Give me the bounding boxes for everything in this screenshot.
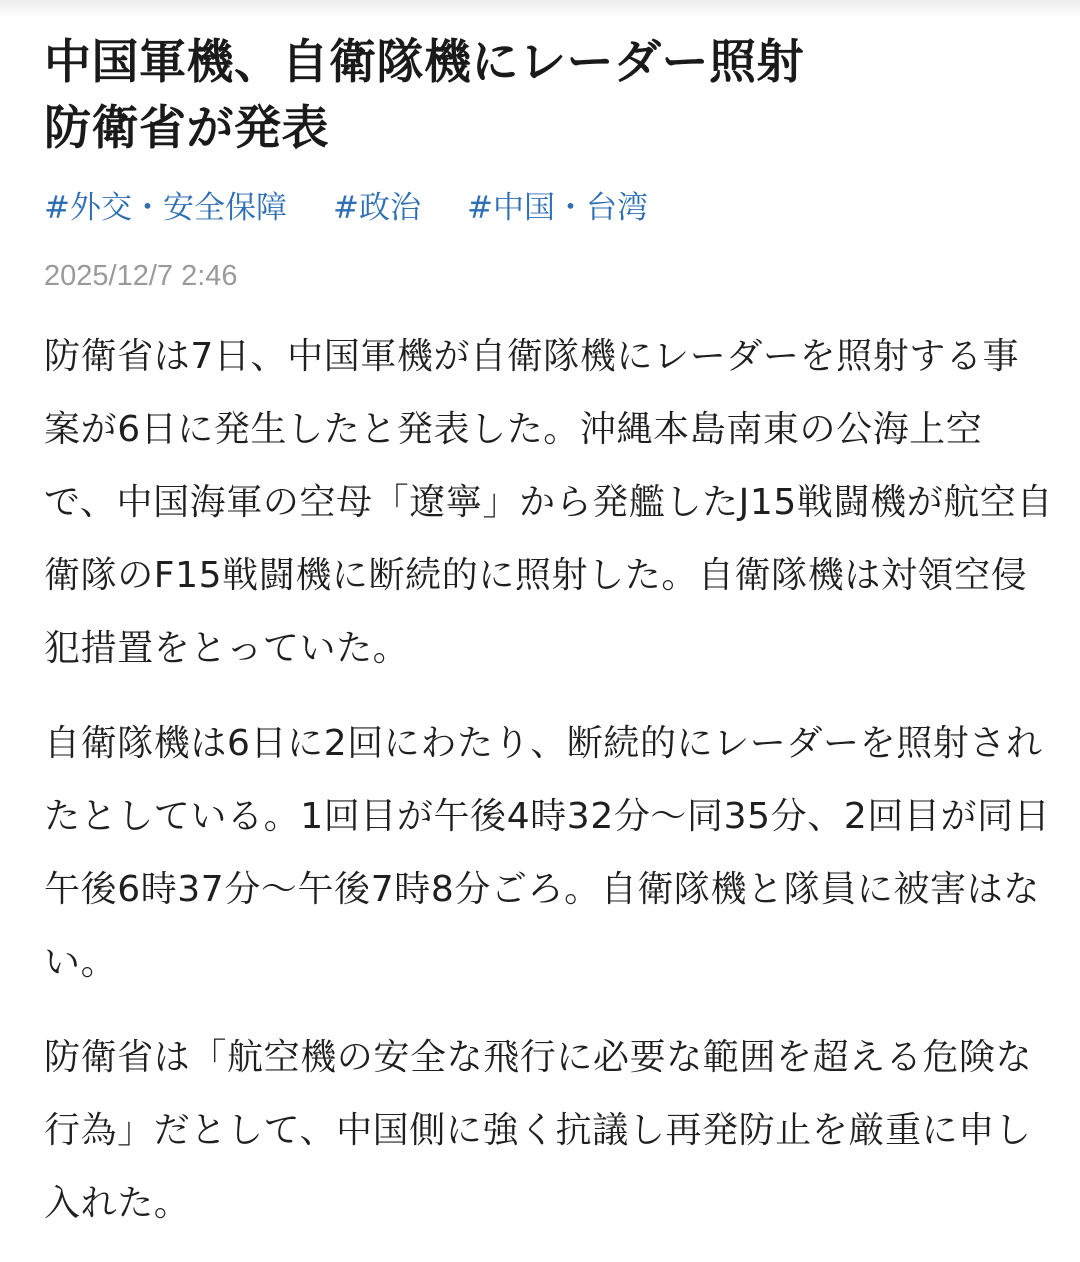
paragraph-3: 防衛省は「航空機の安全な飛行に必要な範囲を超える危険な行為」だとして、中国側に強く抗議し再発防止を厳重に申し入れた。: [44, 1037, 1033, 1224]
tag-china-taiwan[interactable]: #中国・台湾: [466, 190, 648, 226]
title-line-1: 中国軍機、自衛隊機にレーダー照射: [44, 35, 804, 90]
article-title: [44, 30, 1054, 162]
tag-list: [44, 186, 1054, 230]
paragraph-1: 防衛省は7日、中国軍機が自衛隊機にレーダーを照射する事案が6日に発生したと発表した。沖縄本島南東の公海上空で、中国海軍の空母「遼寧」から発艦したJ15戦闘機が航空自衛隊のF15戦闘機に断続的に照射した。自衛隊機は対領空侵犯措置をとっていた。: [44, 336, 1054, 669]
paragraph-2: 自衛隊機は6日に2回にわたり、断続的にレーダーを照射されたとしている。1回目が午後4時32分～同35分、2回目が同日午後6時37分～午後7時8分ごろ。自衛隊機と隊員に被害はない。: [44, 723, 1051, 983]
top-shade: [0, 0, 1080, 18]
publish-date: 2025/12/7 2:46: [44, 260, 238, 292]
tag-politics[interactable]: #政治: [332, 190, 421, 226]
article-body: [44, 320, 1054, 1240]
title-line-2: 防衛省が発表: [44, 101, 329, 156]
tag-diplomacy-security[interactable]: #外交・安全保障: [44, 190, 287, 226]
article: [44, 30, 1054, 1262]
